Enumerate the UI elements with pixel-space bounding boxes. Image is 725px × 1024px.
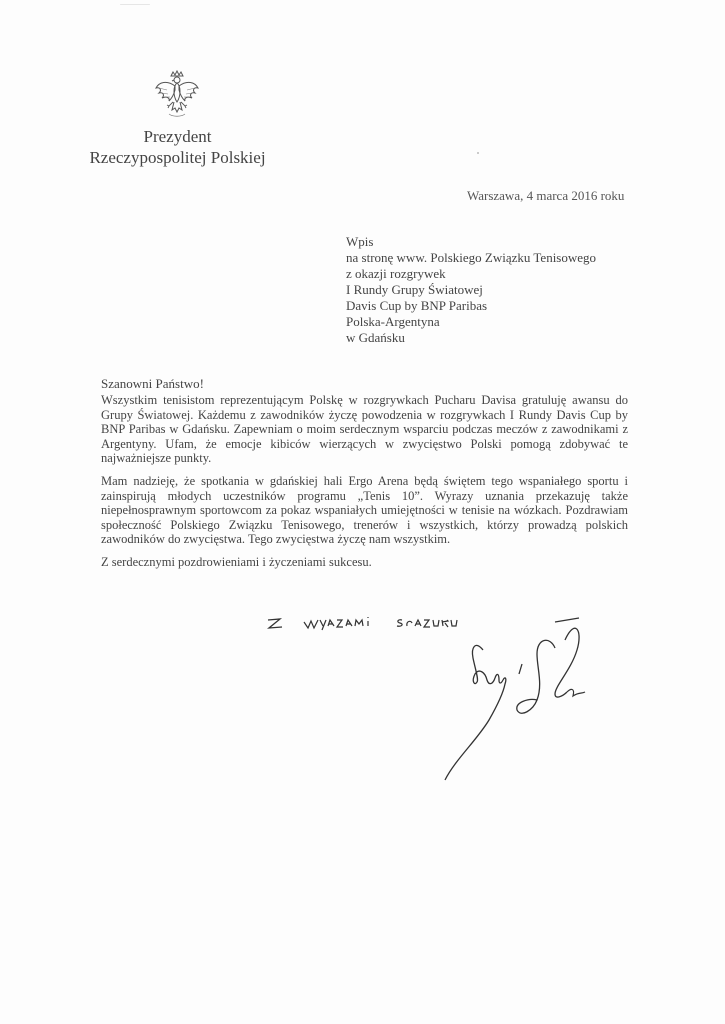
salutation: Szanowni Państwo! bbox=[101, 376, 204, 391]
paper-speck bbox=[477, 152, 479, 154]
addressee-line: I Rundy Grupy Światowej bbox=[346, 282, 483, 297]
signature-image bbox=[405, 610, 595, 790]
addressee-line: na stronę www. Polskiego Związku Tenisowego bbox=[346, 250, 597, 265]
addressee-line: w Gdańsku bbox=[346, 330, 405, 345]
body-paragraph: Wszystkim tenisistom reprezentującym Polskę w rozgrywkach Pucharu Davisa gratuluję awansu do Grupy Światowej. Każdemu z zawodników życzę powodzenia w rozgrywkach I Rundy Davis Cup by BNP Paribas w Gdańsku. Zapewniam o moim serdecznym wsparciu podczas meczów z zawodnikami z Argentyny. Ufam, że emocje kibiców wierzących w zwycięstwo Polski pomogą zdobywać te najważniejsze punkty. bbox=[101, 393, 628, 465]
office-country: Rzeczypospolitej Polskiej bbox=[89, 148, 266, 167]
addressee-line: Wpis bbox=[346, 234, 374, 249]
addressee-line: Davis Cup by BNP Paribas bbox=[346, 298, 488, 313]
office-title: Prezydent bbox=[143, 127, 212, 146]
addressee-line: Polska-Argentyna bbox=[346, 314, 440, 329]
paper-speck bbox=[120, 4, 150, 5]
addressee-line: z okazji rozgrywek bbox=[346, 266, 446, 281]
letter-date: Warszawa, 4 marca 2016 roku bbox=[467, 188, 625, 203]
body-paragraph: Mam nadzieję, że spotkania w gdańskiej hali Ergo Arena będą świętem tego wspaniałego sportu i zainspirują młodych uczestników programu „Tenis 10”. Wyrazy uznania przekazuję także niepełnosprawnym sportowcom za pokaz wspaniałych umiejętności w tenisie na wózkach. Pozdrawiam społeczność Polskiego Związku Tenisowego, trenerów i wszystkich, którzy prowadzą polskich zawodników do zwycięstwa. Tego zwycięstwa życzę nam wszystkim. bbox=[101, 474, 628, 546]
polish-eagle-emblem-icon bbox=[153, 70, 201, 122]
closing-line: Z serdecznymi pozdrowieniami i życzeniami sukcesu. bbox=[101, 555, 372, 569]
addressee-block bbox=[346, 234, 596, 346]
